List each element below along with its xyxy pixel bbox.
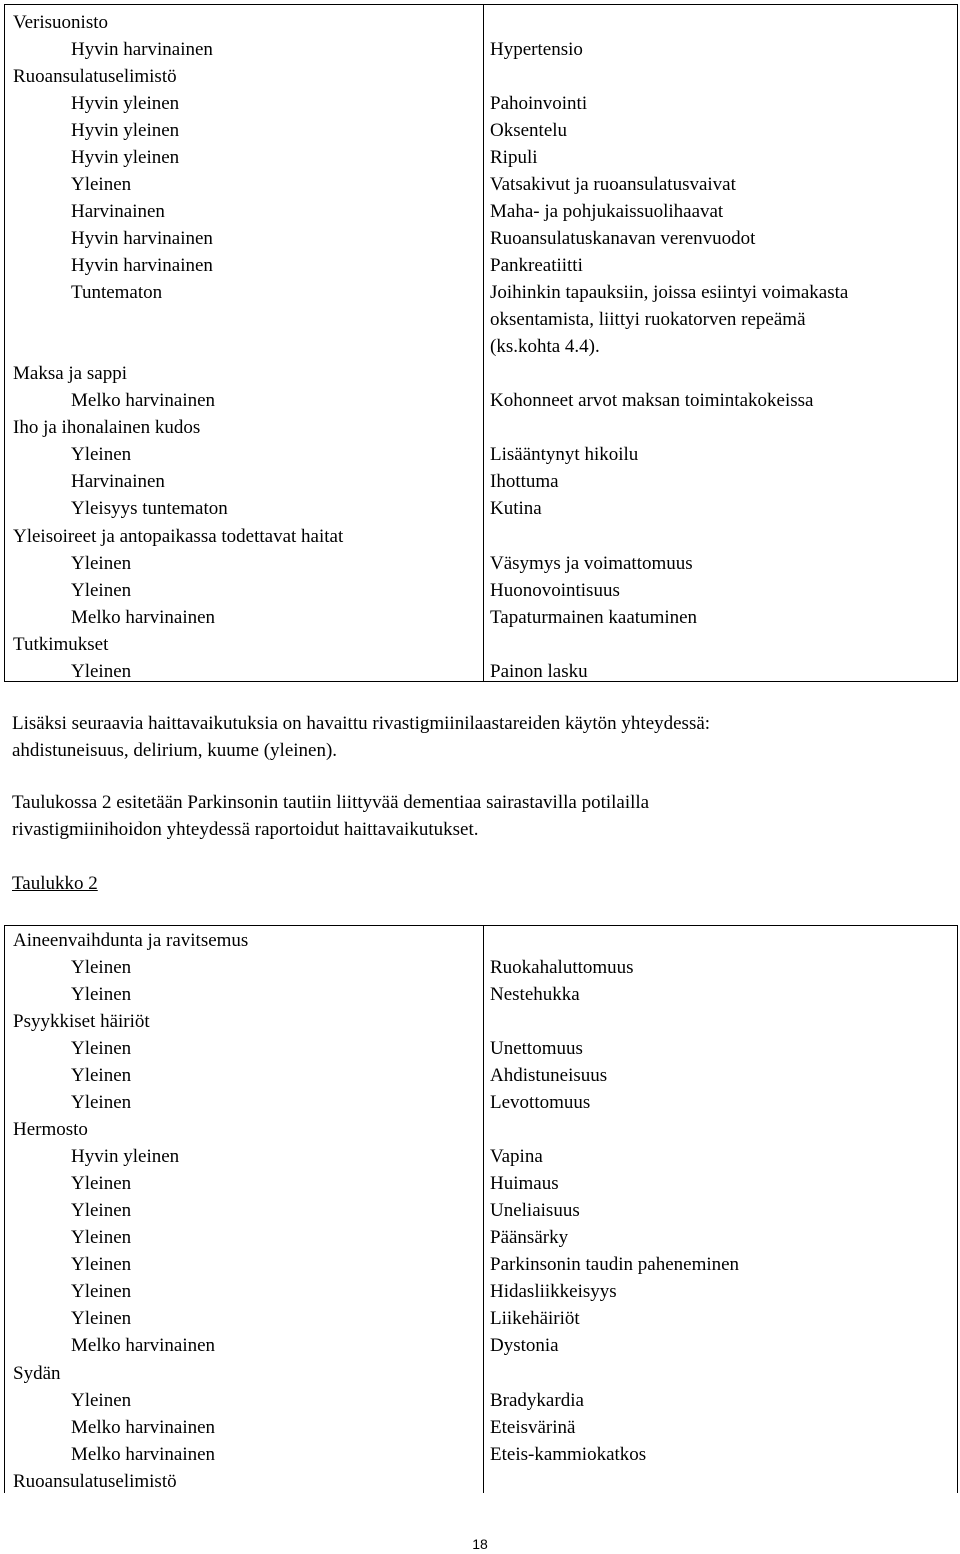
adverse-effect: Tapaturmainen kaatuminen xyxy=(490,607,698,628)
body-text: Taulukossa 2 esitetään Parkinsonin tautiin liittyvää dementiaa sairastavilla potilailla xyxy=(12,792,650,813)
frequency: Yleinen xyxy=(71,444,132,465)
frequency: Yleinen xyxy=(71,1308,132,1329)
adverse-effect: Ruokahaluttomuus xyxy=(490,957,634,978)
frequency: Yleinen xyxy=(71,1227,132,1248)
adverse-effect: Ripuli xyxy=(490,147,538,168)
body-text: ahdistuneisuus, delirium, kuume (yleinen). xyxy=(12,740,338,761)
adverse-effect: Huimaus xyxy=(490,1173,559,1194)
table1-left-column xyxy=(5,5,484,681)
frequency: Yleinen xyxy=(71,1092,132,1113)
frequency: Melko harvinainen xyxy=(71,1444,216,1465)
adverse-effect: Oksentelu xyxy=(490,120,568,141)
adverse-effect: Parkinsonin taudin paheneminen xyxy=(490,1254,740,1275)
organ-class: Aineenvaihdunta ja ravitsemus xyxy=(13,930,249,951)
organ-class: Ruoansulatuselimistö xyxy=(13,1471,177,1492)
adverse-effect: Pahoinvointi xyxy=(490,93,588,114)
body-text: Lisäksi seuraavia haittavaikutuksia on havaittu rivastigmiinilaastareiden käytön yhteydessä: xyxy=(12,713,711,734)
frequency: Harvinainen xyxy=(71,471,165,492)
frequency: Hyvin harvinainen xyxy=(71,39,213,60)
frequency: Hyvin harvinainen xyxy=(71,255,213,276)
frequency: Yleinen xyxy=(71,661,132,682)
table1-right-column xyxy=(484,5,957,681)
table2-left-column xyxy=(5,926,484,1493)
adverse-effect: Dystonia xyxy=(490,1335,559,1356)
adverse-effect: Kohonneet arvot maksan toimintakokeissa xyxy=(490,390,814,411)
adverse-effect: Huonovointisuus xyxy=(490,580,620,601)
frequency: Tuntematon xyxy=(71,282,163,303)
adverse-effect: Maha- ja pohjukaissuolihaavat xyxy=(490,201,724,222)
adverse-effect: Ihottuma xyxy=(490,471,559,492)
frequency: Yleinen xyxy=(71,1173,132,1194)
adverse-effects-table-2 xyxy=(4,925,958,1493)
adverse-effect: Kutina xyxy=(490,498,542,519)
frequency: Hyvin harvinainen xyxy=(71,228,213,249)
frequency: Yleinen xyxy=(71,174,132,195)
adverse-effect: Hypertensio xyxy=(490,39,583,60)
adverse-effect: Eteis-kammiokatkos xyxy=(490,1444,647,1465)
adverse-effect: Bradykardia xyxy=(490,1390,584,1411)
organ-class: Yleisoireet ja antopaikassa todettavat haitat xyxy=(13,526,344,547)
adverse-effect: Nestehukka xyxy=(490,984,580,1005)
adverse-effect: Ruoansulatuskanavan verenvuodot xyxy=(490,228,756,249)
frequency: Yleinen xyxy=(71,984,132,1005)
adverse-effect: oksentamista, liittyi ruokatorven repeämä xyxy=(490,309,806,330)
adverse-effect: Unettomuus xyxy=(490,1038,583,1059)
frequency: Yleinen xyxy=(71,580,132,601)
frequency: Hyvin yleinen xyxy=(71,93,180,114)
organ-class: Hermosto xyxy=(13,1119,88,1140)
organ-class: Tutkimukset xyxy=(13,634,109,655)
adverse-effect: Ahdistuneisuus xyxy=(490,1065,608,1086)
frequency: Melko harvinainen xyxy=(71,1417,216,1438)
adverse-effect: Vatsakivut ja ruoansulatusvaivat xyxy=(490,174,736,195)
frequency: Yleinen xyxy=(71,1254,132,1275)
frequency: Melko harvinainen xyxy=(71,390,216,411)
frequency: Harvinainen xyxy=(71,201,165,222)
frequency: Yleinen xyxy=(71,1038,132,1059)
organ-class: Verisuonisto xyxy=(13,12,108,33)
page-number: 18 xyxy=(472,1536,488,1552)
adverse-effects-table-1 xyxy=(4,4,958,682)
adverse-effect: (ks.kohta 4.4). xyxy=(490,336,600,357)
organ-class: Psyykkiset häiriöt xyxy=(13,1011,150,1032)
frequency: Hyvin yleinen xyxy=(71,1146,180,1167)
organ-class: Ruoansulatuselimistö xyxy=(13,66,177,87)
frequency: Hyvin yleinen xyxy=(71,120,180,141)
adverse-effect: Lisääntynyt hikoilu xyxy=(490,444,639,465)
adverse-effect: Päänsärky xyxy=(490,1227,569,1248)
adverse-effect: Hidasliikkeisyys xyxy=(490,1281,617,1302)
frequency: Yleisyys tuntematon xyxy=(71,498,228,519)
adverse-effect: Vapina xyxy=(490,1146,543,1167)
frequency: Melko harvinainen xyxy=(71,1335,216,1356)
table2-right-column xyxy=(484,926,957,1493)
adverse-effect: Pankreatiitti xyxy=(490,255,583,276)
frequency: Yleinen xyxy=(71,957,132,978)
frequency: Yleinen xyxy=(71,553,132,574)
adverse-effect: Eteisvärinä xyxy=(490,1417,576,1438)
frequency: Yleinen xyxy=(71,1281,132,1302)
table2-heading: Taulukko 2 xyxy=(12,873,98,894)
adverse-effect: Painon lasku xyxy=(490,661,588,682)
organ-class: Iho ja ihonalainen kudos xyxy=(13,417,201,438)
frequency: Yleinen xyxy=(71,1200,132,1221)
adverse-effect: Levottomuus xyxy=(490,1092,591,1113)
organ-class: Sydän xyxy=(13,1363,61,1384)
body-text: rivastigmiinihoidon yhteydessä raportoidut haittavaikutukset. xyxy=(12,819,479,840)
adverse-effect: Väsymys ja voimattomuus xyxy=(490,553,693,574)
frequency: Hyvin yleinen xyxy=(71,147,180,168)
frequency: Yleinen xyxy=(71,1390,132,1411)
organ-class: Maksa ja sappi xyxy=(13,363,127,384)
adverse-effect: Liikehäiriöt xyxy=(490,1308,580,1329)
adverse-effect: Joihinkin tapauksiin, joissa esiintyi voimakasta xyxy=(490,282,849,303)
frequency: Melko harvinainen xyxy=(71,607,216,628)
adverse-effect: Uneliaisuus xyxy=(490,1200,580,1221)
frequency: Yleinen xyxy=(71,1065,132,1086)
